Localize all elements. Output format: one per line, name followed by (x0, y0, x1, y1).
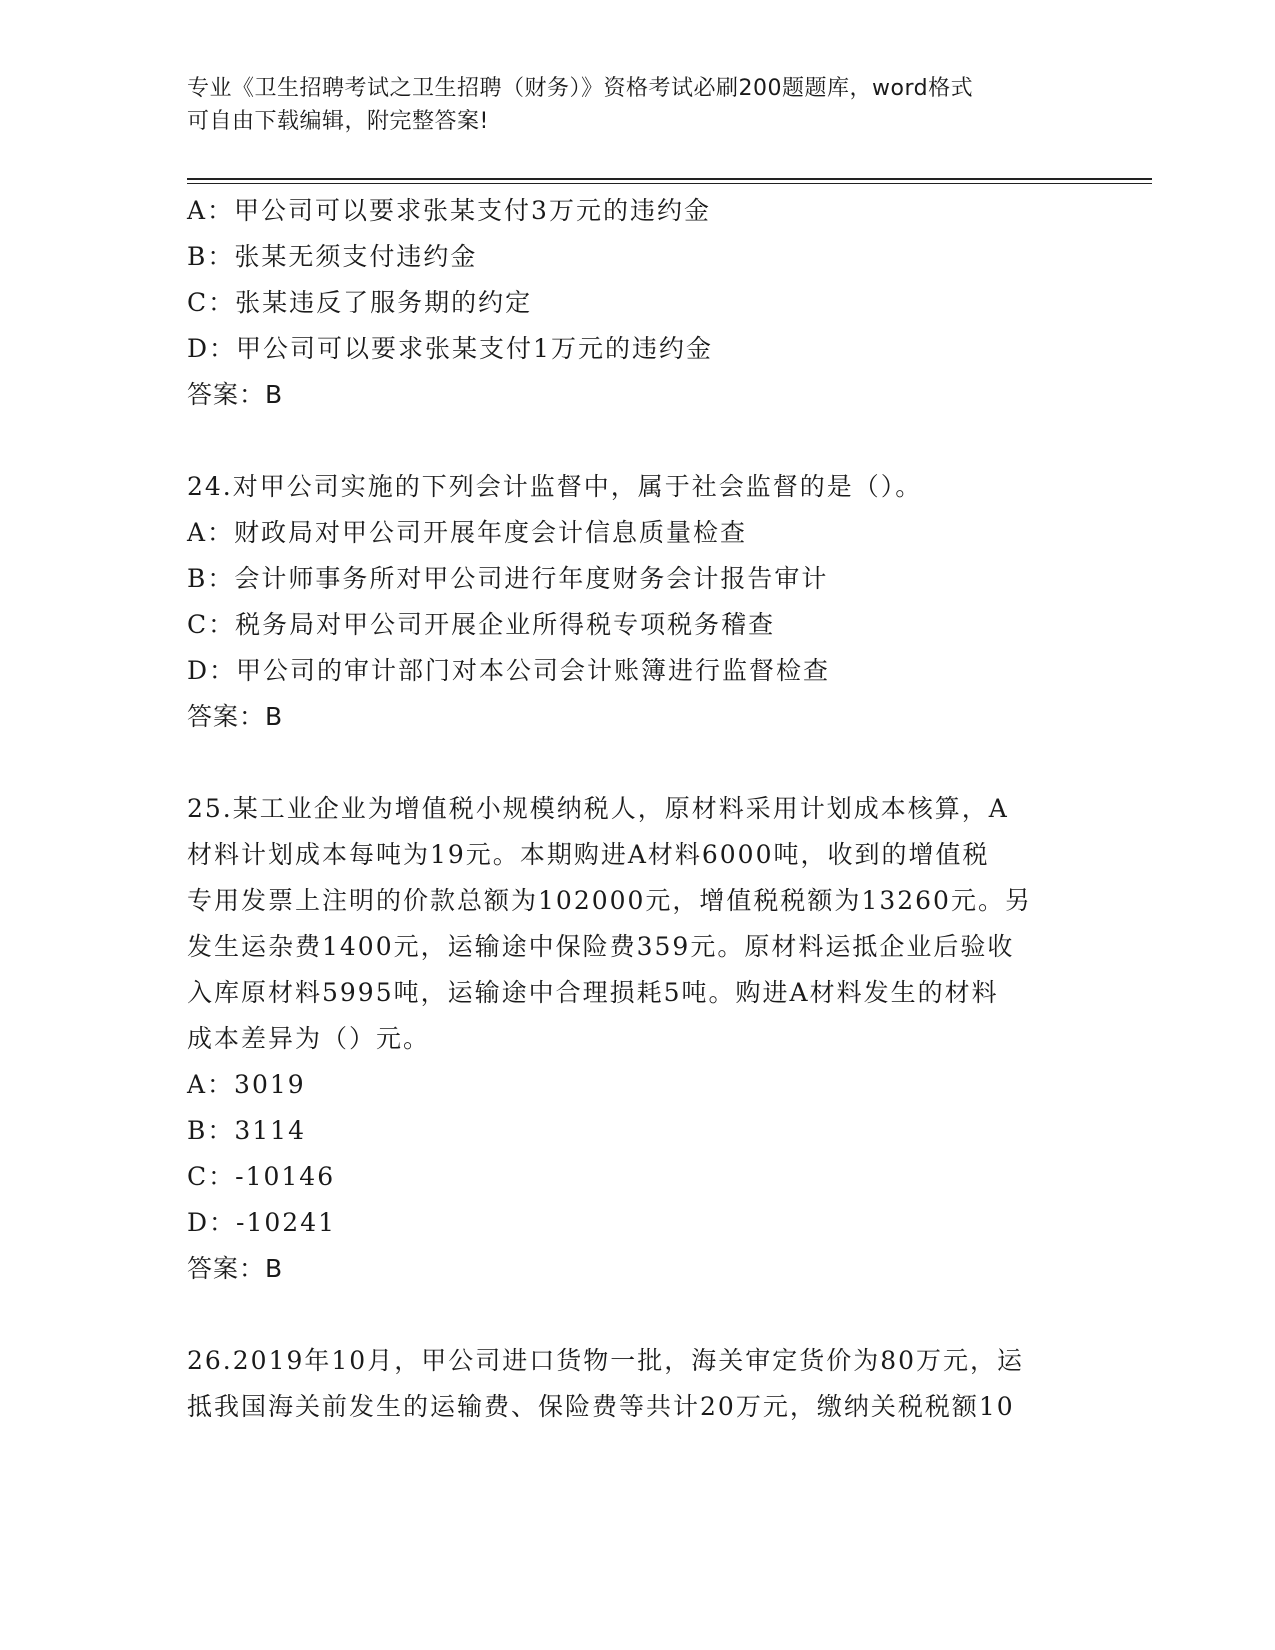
question-text-line: 入库原材料5995吨，运输途中合理损耗5吨。购进A材料发生的材料 (187, 978, 999, 1007)
header-divider-thin (187, 183, 1152, 184)
option-a: A：财政局对甲公司开展年度会计信息质量检查 (187, 518, 748, 547)
answer-line: 答案：B (187, 1254, 284, 1283)
answer-line: 答案：B (187, 380, 284, 409)
question-content (187, 188, 1092, 1430)
question-23 (187, 188, 1092, 418)
header-line-1: 专业《卫生招聘考试之卫生招聘（财务）》资格考试必刷200题题库，word格式 (187, 76, 974, 101)
option-c: C：税务局对甲公司开展企业所得税专项税务稽查 (187, 610, 776, 639)
option-c: C：张某违反了服务期的约定 (187, 288, 533, 317)
question-text-line: 发生运杂费1400元，运输途中保险费359元。原材料运抵企业后验收 (187, 932, 1015, 961)
question-25 (187, 786, 1092, 1292)
question-text-line: 25.某工业企业为增值税小规模纳税人，原材料采用计划成本核算，A (187, 794, 1009, 823)
question-text-line: 抵我国海关前发生的运输费、保险费等共计20万元，缴纳关税税额10 (187, 1392, 1015, 1421)
option-a: A：甲公司可以要求张某支付3万元的违约金 (187, 196, 711, 225)
header-divider-thick (187, 178, 1152, 180)
header-line-2: 可自由下载编辑，附完整答案! (187, 109, 489, 134)
question-text-line: 成本差异为（）元。 (187, 1024, 431, 1053)
option-d: D：甲公司的审计部门对本公司会计账簿进行监督检查 (187, 656, 831, 685)
answer-line: 答案：B (187, 702, 284, 731)
option-b: B：3114 (187, 1116, 306, 1145)
question-24 (187, 464, 1092, 740)
question-text-line: 专用发票上注明的价款总额为102000元，增值税税额为13260元。另 (187, 886, 1032, 915)
option-d: D：-10241 (187, 1208, 337, 1237)
document-header (187, 72, 1087, 138)
option-b: B：张某无须支付违约金 (187, 242, 478, 271)
option-d: D：甲公司可以要求张某支付1万元的违约金 (187, 334, 713, 363)
question-26 (187, 1338, 1092, 1430)
option-b: B：会计师事务所对甲公司进行年度财务会计报告审计 (187, 564, 829, 593)
question-text: 24.对甲公司实施的下列会计监督中，属于社会监督的是（）。 (187, 472, 923, 501)
option-c: C：-10146 (187, 1162, 336, 1191)
question-text-line: 材料计划成本每吨为19元。本期购进A材料6000吨，收到的增值税 (187, 840, 990, 869)
question-text-line: 26.2019年10月，甲公司进口货物一批，海关审定货价为80万元，运 (187, 1346, 1025, 1375)
option-a: A：3019 (187, 1070, 306, 1099)
